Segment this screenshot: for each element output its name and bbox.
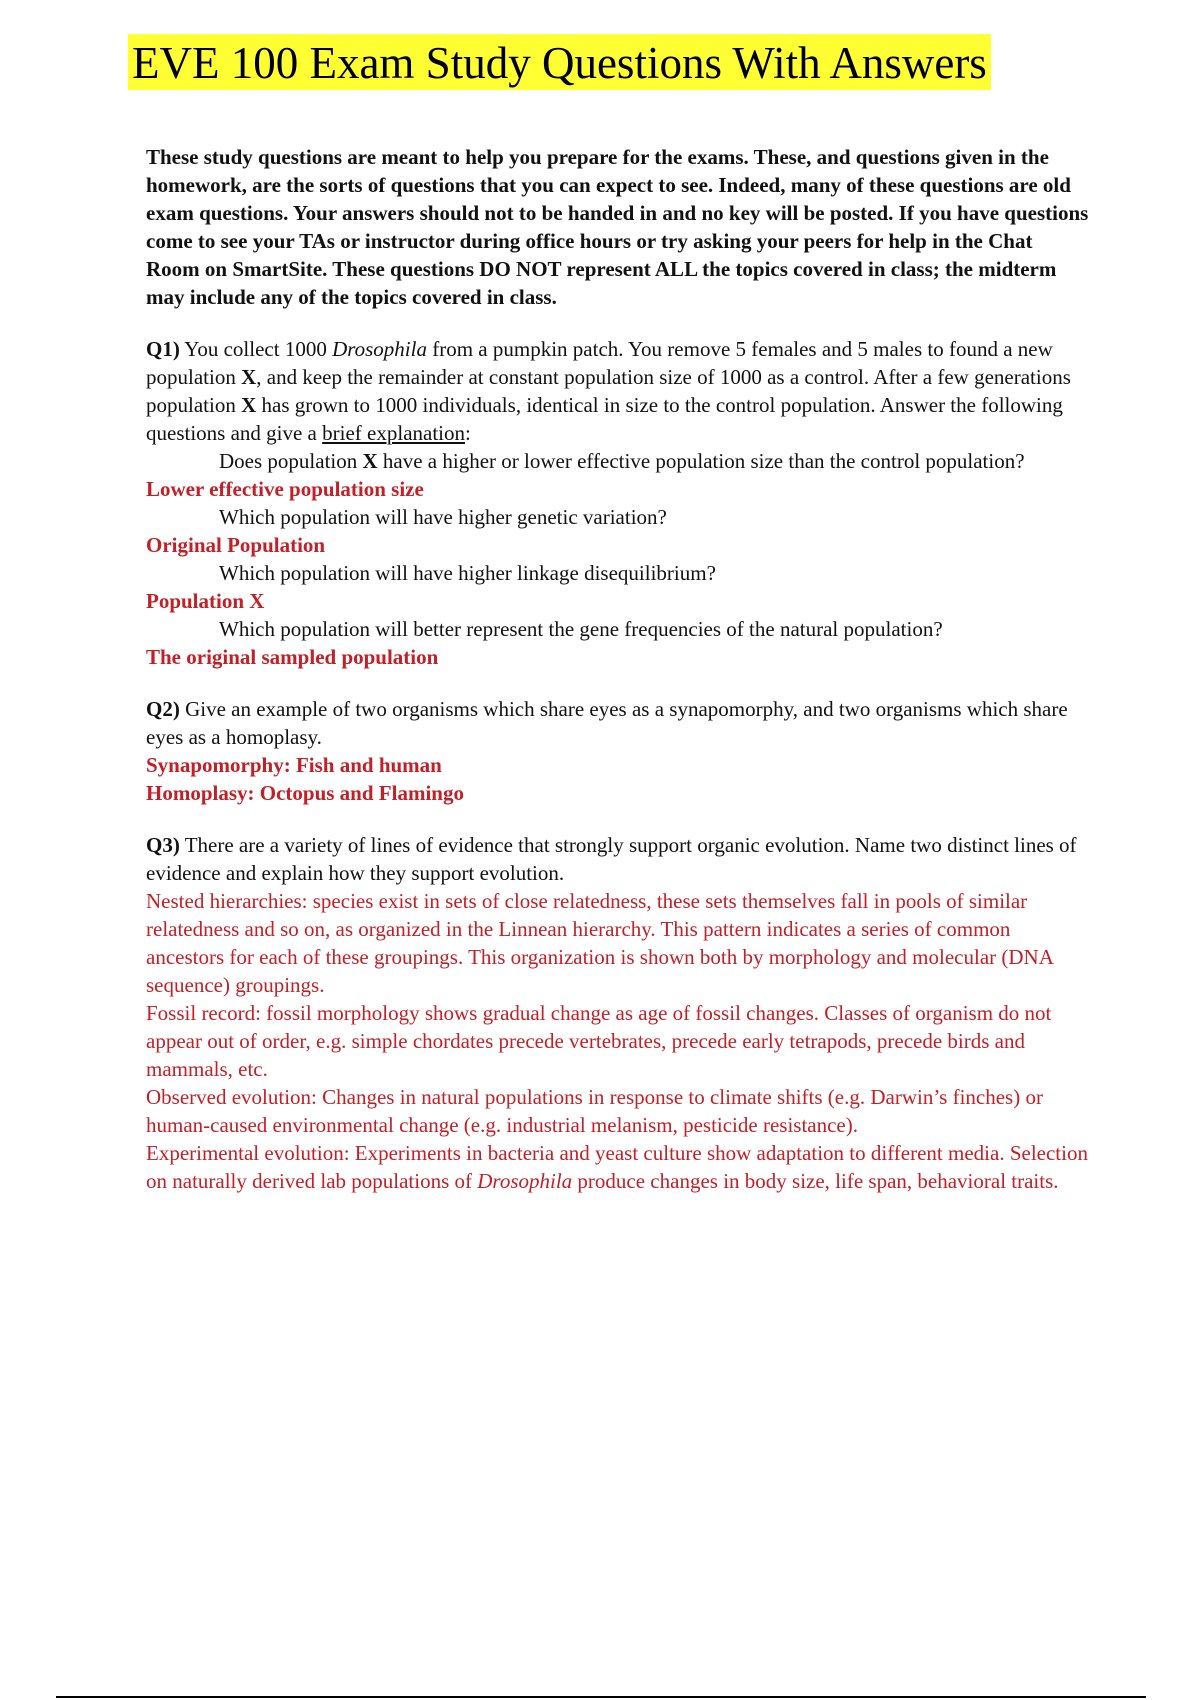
question-3-label: Q3) bbox=[146, 833, 180, 857]
question-3-answer-4-b: produce changes in body size, life span, behavioral traits. bbox=[572, 1169, 1059, 1193]
question-1-x1: X bbox=[241, 365, 257, 389]
question-1-sub-1-x: X bbox=[362, 449, 378, 473]
question-1-sub-4: Which population will better represent the gene frequencies of the natural population? bbox=[219, 617, 943, 641]
question-1-answer-2: Original Population bbox=[146, 533, 326, 557]
document-body bbox=[146, 143, 1090, 1195]
question-1-x2: X bbox=[241, 393, 257, 417]
question-1-text-c: , and keep the remainder at constant population size of 1000 as a control. After a few generations population bbox=[146, 365, 1071, 417]
question-1-label: Q1) bbox=[146, 337, 180, 361]
question-2-label: Q2) bbox=[146, 697, 180, 721]
question-1-answer-1: Lower effective population size bbox=[146, 477, 424, 501]
question-3-answer-2: Fossil record: fossil morphology shows gradual change as age of fossil changes. Classes of organism do not appear out of order, e.g. simple chordates precede vertebrates, precede early tetrapods, precede birds and mammals, etc. bbox=[146, 1001, 1052, 1081]
question-1-text-a: You collect 1000 bbox=[179, 337, 333, 361]
question-3-answer-4 bbox=[146, 1139, 1090, 1195]
question-1-text-d: has grown to 1000 individuals, identical in size to the control population. Answer the following questions and give a bbox=[146, 393, 1063, 445]
question-2-answer-2: Homoplasy: Octopus and Flamingo bbox=[146, 781, 464, 805]
question-1-sub-2: Which population will have higher genetic variation? bbox=[219, 505, 667, 529]
question-2 bbox=[146, 695, 1090, 751]
title-block bbox=[128, 34, 991, 90]
question-1-sub-1-a: Does population bbox=[219, 449, 363, 473]
intro-paragraph: These study questions are meant to help you prepare for the exams. These, and questions given in the homework, are the sorts of questions that you can expect to see. Indeed, many of these questions are old exam questions. Your answers should not to be handed in and no key will be posted. If you have questions come to see your TAs or instructor during office hours or try asking your peers for help in the Chat Room on SmartSite. These questions DO NOT represent ALL the topics covered in class; the midterm may include any of the topics covered in class. bbox=[146, 145, 1089, 309]
page-title: EVE 100 Exam Study Questions With Answers bbox=[128, 34, 991, 90]
question-1-answer-4: The original sampled population bbox=[146, 645, 439, 669]
question-1-sub-1-b: have a higher or lower effective population size than the control population? bbox=[377, 449, 1025, 473]
question-1-answer-3: Population X bbox=[146, 589, 265, 613]
question-3-text: There are a variety of lines of evidence that strongly support organic evolution. Name two distinct lines of evidence and explain how they support evolution. bbox=[146, 833, 1077, 885]
question-3-answer-4-a: Experimental evolution: Experiments in bacteria and yeast culture show adaptation to different media. Selection on naturally derived lab populations of bbox=[146, 1141, 1088, 1193]
question-2-answer-1: Synapomorphy: Fish and human bbox=[146, 753, 442, 777]
question-3-answer-1: Nested hierarchies: species exist in sets of close relatedness, these sets themselves fall in pools of similar relatedness and so on, as organized in the Linnean hierarchy. This pattern indicates a series of common ancestors for each of these groupings. This organization is shown both by morphology and molecular (DNA sequence) groupings. bbox=[146, 889, 1053, 997]
footer-rule bbox=[56, 1696, 1146, 1698]
question-1-text-b: from a pumpkin patch. You remove 5 females and 5 males to found a new population bbox=[146, 337, 1053, 389]
question-1-italic: Drosophila bbox=[332, 337, 427, 361]
question-1-underline: brief explanation bbox=[322, 421, 465, 445]
question-1 bbox=[146, 335, 1090, 447]
question-1-sub-1 bbox=[146, 447, 1090, 475]
question-3-answer-3: Observed evolution: Changes in natural populations in response to climate shifts (e.g. Darwin’s finches) or human-caused environmental change (e.g. industrial melanism, pesticide resistance). bbox=[146, 1085, 1043, 1137]
question-3 bbox=[146, 831, 1090, 887]
question-2-text: Give an example of two organisms which share eyes as a synapomorphy, and two organisms which share eyes as a homoplasy. bbox=[146, 697, 1068, 749]
question-1-sub-3: Which population will have higher linkage disequilibrium? bbox=[219, 561, 716, 585]
question-3-answer-4-italic: Drosophila bbox=[477, 1169, 573, 1193]
question-1-text-e: : bbox=[465, 421, 471, 445]
